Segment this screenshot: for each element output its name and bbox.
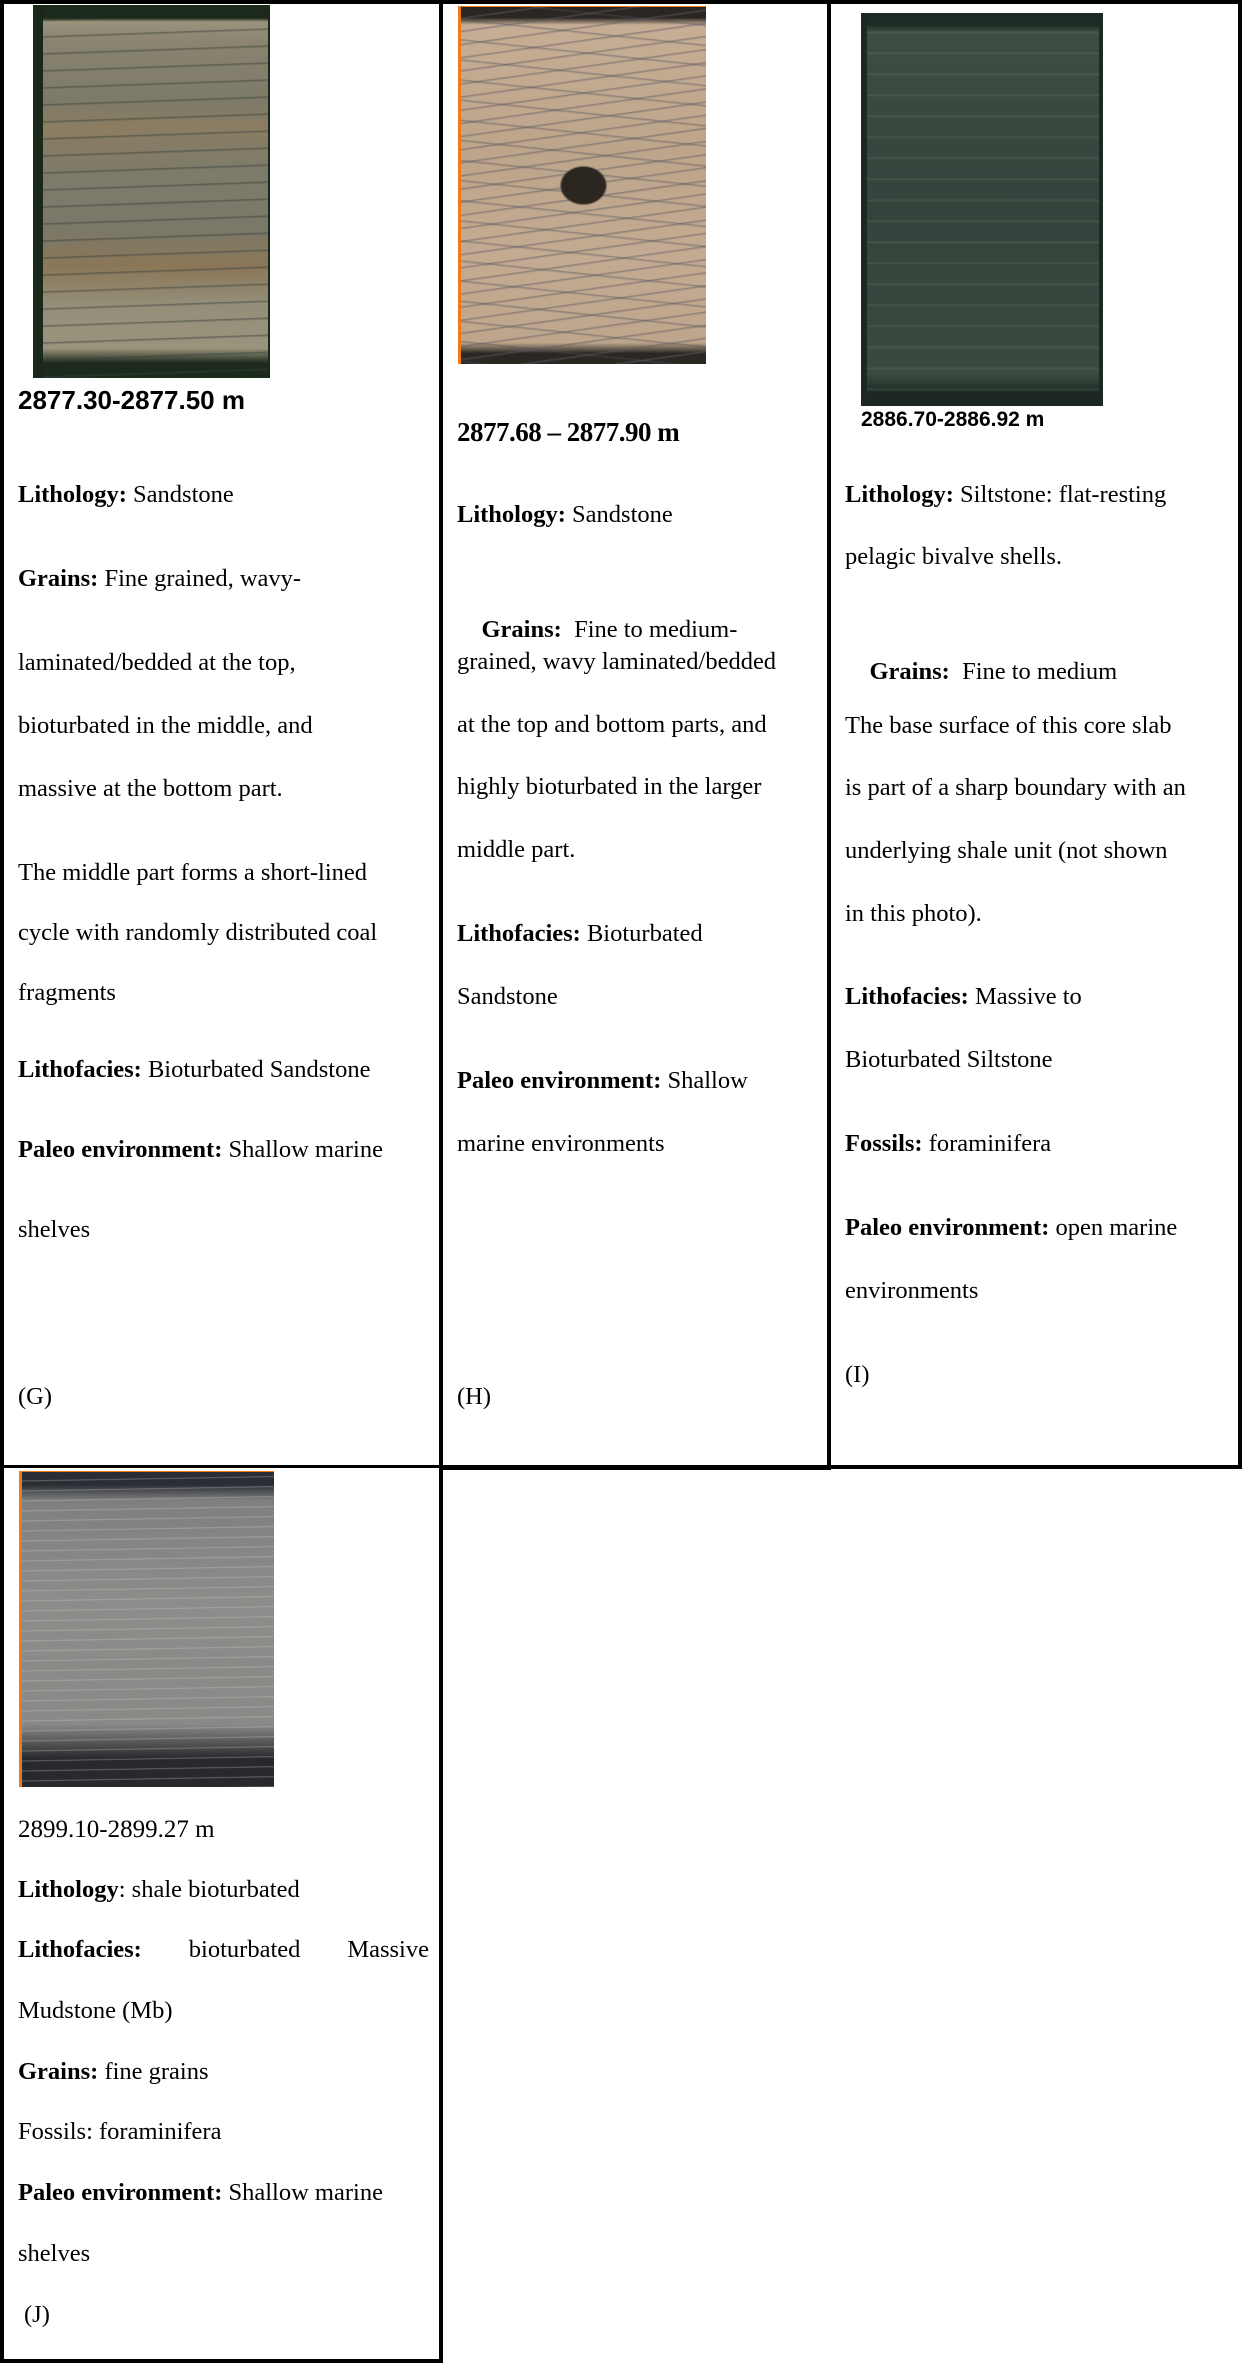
- grains-value: Fine to medium: [949, 658, 1118, 685]
- grains-text: Fine to medium-: [561, 616, 738, 643]
- lithology-j: [18, 1875, 300, 1905]
- lithology-value: Sandstone: [565, 501, 673, 528]
- grains-label: Grains:: [481, 616, 562, 643]
- panel-j: [0, 1468, 443, 2363]
- panel-label-g: (G): [18, 1383, 53, 1410]
- paleo-h-line: marine environments: [457, 1130, 665, 1157]
- paleo-label: Paleo environment:: [18, 2179, 223, 2206]
- lithology-value: Sandstone: [126, 481, 234, 508]
- paleo-value: Shallow marine: [222, 1136, 383, 1163]
- lithofacies-label: Lithofacies:: [845, 983, 969, 1010]
- depth-g: 2877.30-2877.50 m: [18, 385, 245, 415]
- note-g-line: The middle part forms a short-lined: [18, 859, 368, 886]
- paleo-j: [18, 2178, 383, 2208]
- panel-h: [439, 0, 831, 1469]
- lithofacies-j-line: Mudstone (Mb): [18, 1997, 173, 2024]
- lithofacies-value: Massive to: [968, 983, 1082, 1010]
- grains-text: Fine grained, wavy-: [98, 565, 302, 592]
- paleo-j-line: shelves: [18, 2240, 91, 2267]
- grains-h-line: grained, wavy laminated/bedded: [457, 648, 777, 675]
- lithofacies-label: Lithofacies:: [457, 920, 581, 947]
- lithology-label: Lithology:: [18, 481, 127, 508]
- depth-h: 2877.68 – 2877.90 m: [457, 417, 680, 447]
- core-photo-j: [19, 1471, 274, 1787]
- panel-label-h: (H): [457, 1383, 492, 1410]
- panel-i: [827, 0, 1242, 1469]
- depth-j: 2899.10-2899.27 m: [18, 1816, 215, 1843]
- fossils-value: foraminifera: [922, 1130, 1052, 1157]
- note-i-line: underlying shale unit (not shown: [845, 837, 1168, 864]
- grains-label: Grains:: [18, 2058, 99, 2085]
- grains-label: Grains:: [869, 658, 950, 685]
- lithofacies-h: [457, 919, 703, 949]
- grains-i: [845, 627, 1117, 717]
- lithofacies-g: [18, 1055, 370, 1085]
- lithology-i-line: pelagic bivalve shells.: [845, 543, 1063, 570]
- lithology-h: [457, 500, 673, 530]
- lithofacies-label: Lithofacies:: [18, 1936, 142, 1963]
- grains-g-line: massive at the bottom part.: [18, 775, 283, 802]
- panel-g: [0, 0, 443, 1469]
- grains-h-line: at the top and bottom parts, and: [457, 711, 767, 738]
- paleo-value: Shallow marine: [222, 2179, 383, 2206]
- fossils-label: Fossils:: [845, 1130, 923, 1157]
- lithology-g: [18, 480, 234, 510]
- paleo-i-line: environments: [845, 1277, 979, 1304]
- lithology-label: Lithology:: [457, 501, 566, 528]
- fossils-j: Fossils: foraminifera: [18, 2118, 222, 2145]
- lithofacies-value: Bioturbated Sandstone: [141, 1056, 371, 1083]
- lithofacies-i-line: Bioturbated Siltstone: [845, 1046, 1053, 1073]
- paleo-g: [18, 1135, 383, 1165]
- grains-g: [18, 564, 301, 594]
- note-i-line: in this photo).: [845, 900, 982, 927]
- grains-h-line: middle part.: [457, 836, 576, 863]
- note-i-line: is part of a sharp boundary with an: [845, 774, 1186, 801]
- note-g-line: cycle with randomly distributed coal: [18, 919, 378, 946]
- grains-g-line: bioturbated in the middle, and: [18, 712, 313, 739]
- note-g-line: fragments: [18, 979, 116, 1006]
- lithofacies-label: Lithofacies:: [18, 1056, 142, 1083]
- grains-h-line: highly bioturbated in the larger: [457, 773, 762, 800]
- lithology-value: : shale bioturbated: [118, 1876, 300, 1903]
- lithofacies-j: [18, 1935, 429, 1965]
- paleo-i: [845, 1213, 1177, 1243]
- core-photo-h: [458, 6, 706, 364]
- panel-label-i: (I): [845, 1361, 870, 1388]
- depth-i: 2886.70-2886.92 m: [861, 408, 1045, 431]
- lithofacies-i: [845, 982, 1082, 1012]
- paleo-g-line: shelves: [18, 1216, 91, 1243]
- grains-g-line: laminated/bedded at the top,: [18, 649, 296, 676]
- paleo-label: Paleo environment:: [457, 1067, 662, 1094]
- lithofacies-word: bioturbated: [188, 1936, 301, 1963]
- lithology-value: Siltstone: flat-resting: [953, 481, 1167, 508]
- grains-j: [18, 2057, 209, 2087]
- note-i-line: The base surface of this core slab: [845, 712, 1172, 739]
- fossils-i: [845, 1129, 1051, 1159]
- grains-value: fine grains: [98, 2058, 209, 2085]
- paleo-h: [457, 1066, 748, 1096]
- lithology-label: Lithology: [18, 1876, 119, 1903]
- lithology-label: Lithology:: [845, 481, 954, 508]
- core-photo-g: [33, 5, 270, 378]
- paleo-label: Paleo environment:: [845, 1214, 1050, 1241]
- paleo-value: open marine: [1049, 1214, 1178, 1241]
- lithofacies-h-line: Sandstone: [457, 983, 558, 1010]
- lithofacies-word: Massive: [347, 1936, 429, 1963]
- lithology-i: [845, 480, 1166, 510]
- grains-label: Grains:: [18, 565, 99, 592]
- lithofacies-value: Bioturbated: [580, 920, 703, 947]
- paleo-label: Paleo environment:: [18, 1136, 223, 1163]
- paleo-value: Shallow: [661, 1067, 748, 1094]
- panel-label-j: (J): [24, 2301, 50, 2328]
- core-photo-i: [861, 13, 1103, 406]
